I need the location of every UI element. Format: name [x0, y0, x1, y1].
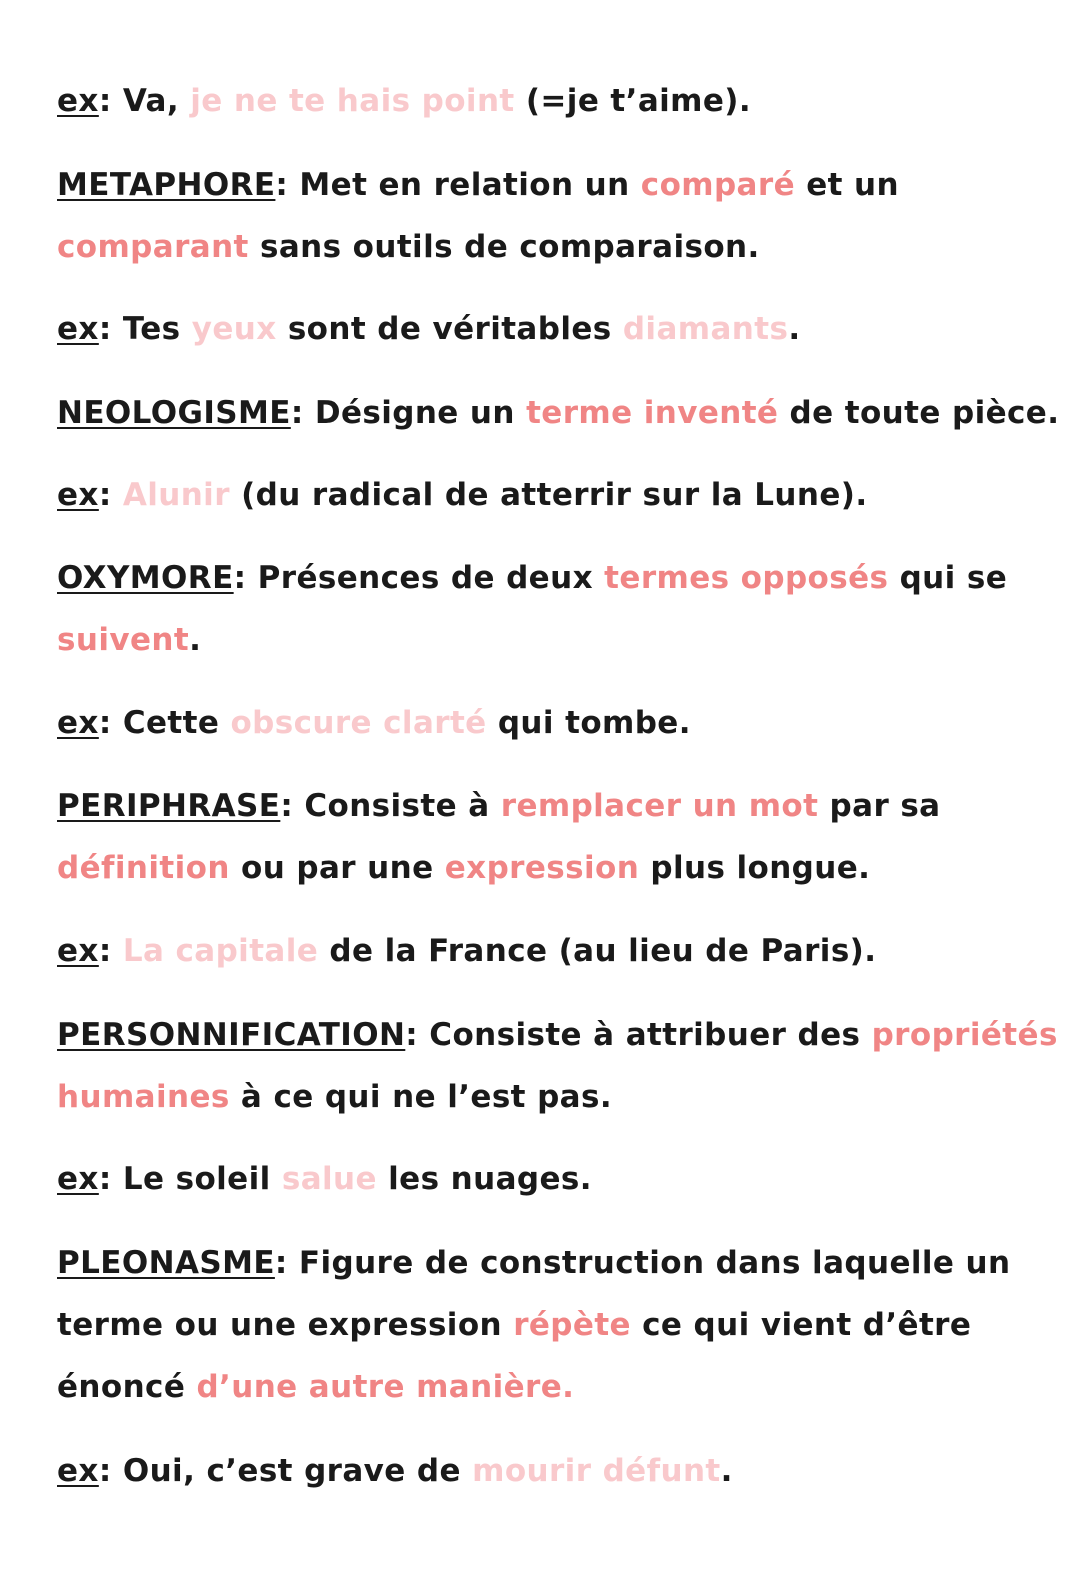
example-text: (du radical de atterrir sur la Lune). — [229, 477, 868, 513]
key-phrase: suivent — [57, 622, 190, 658]
term-heading: PERIPHRASE — [57, 788, 281, 824]
term-colon: : — [290, 395, 315, 431]
oxymore-example — [57, 692, 1047, 754]
term-heading: NEOLOGISME — [57, 395, 291, 431]
definition-text: Consiste à — [304, 788, 501, 824]
definition-neologisme — [57, 382, 1060, 444]
key-phrase: terme inventé — [526, 395, 779, 431]
definition-oxymore — [57, 547, 1047, 671]
definition-text: terme ou une expression — [57, 1307, 514, 1343]
example-text: Va, — [122, 83, 191, 119]
litote-example — [57, 70, 1047, 132]
key-phrase: définition — [57, 850, 230, 886]
example-label: ex — [57, 933, 99, 969]
definition-text: et un — [795, 167, 899, 203]
key-phrase: comparé — [640, 167, 795, 203]
example-text: Cette — [122, 705, 231, 741]
definition-text: de toute pièce. — [778, 395, 1060, 431]
example-label: ex — [57, 311, 99, 347]
example-text: . — [720, 1453, 733, 1489]
periphrase-example — [57, 920, 1047, 982]
example-label: ex — [57, 1161, 99, 1197]
definition-text: Met en relation un — [299, 167, 641, 203]
example-label: ex — [57, 1453, 99, 1489]
definition-text: ce qui vient d’être — [630, 1307, 972, 1343]
term-colon: : — [275, 167, 300, 203]
definition-text: . — [189, 622, 202, 658]
definition-metaphore — [57, 154, 1047, 278]
example-highlight: yeux — [191, 311, 277, 347]
key-phrase: d’une autre manière. — [196, 1369, 575, 1405]
definition-periphrase — [57, 775, 1047, 899]
definition-text: Présences de deux — [257, 560, 605, 596]
example-highlight: mourir défunt — [472, 1453, 721, 1489]
neologisme-example — [57, 464, 1047, 526]
definition-text: à ce qui ne l’est pas. — [229, 1079, 613, 1115]
example-colon: : — [98, 477, 123, 513]
definition-pleonasme — [57, 1232, 1047, 1418]
term-colon: : — [405, 1017, 430, 1053]
key-phrase: humaines — [57, 1079, 230, 1115]
example-label: ex — [57, 705, 99, 741]
example-colon: : — [98, 705, 123, 741]
metaphore-example — [57, 298, 1047, 360]
definition-text: par sa — [818, 788, 941, 824]
term-heading: PLEONASME — [57, 1245, 275, 1281]
term-heading: PERSONNIFICATION — [57, 1017, 406, 1053]
example-text: les nuages. — [376, 1161, 592, 1197]
example-label: ex — [57, 83, 99, 119]
example-text: . — [788, 311, 801, 347]
pleonasme-example — [57, 1440, 1047, 1502]
example-colon: : — [98, 1453, 123, 1489]
key-phrase: répète — [513, 1307, 631, 1343]
example-text: Oui, c’est grave de — [122, 1453, 473, 1489]
term-heading: METAPHORE — [57, 167, 276, 203]
key-phrase: expression — [444, 850, 640, 886]
example-text: Tes — [122, 311, 192, 347]
example-highlight: salue — [281, 1161, 377, 1197]
example-colon: : — [98, 83, 123, 119]
term-colon: : — [233, 560, 258, 596]
example-text: de la France (au lieu de Paris). — [318, 933, 877, 969]
key-phrase: comparant — [57, 229, 249, 265]
term-colon: : — [274, 1245, 299, 1281]
definition-text: Figure de construction dans laquelle un — [298, 1245, 1011, 1281]
example-highlight: Alunir — [122, 477, 230, 513]
definition-personnification — [57, 1004, 1058, 1128]
example-highlight: je ne te hais point — [190, 83, 515, 119]
example-text: Le soleil — [122, 1161, 282, 1197]
definition-text: qui se — [888, 560, 1008, 596]
definition-text: plus longue. — [639, 850, 871, 886]
key-phrase: propriétés — [871, 1017, 1058, 1053]
example-colon: : — [98, 311, 123, 347]
term-heading: OXYMORE — [57, 560, 234, 596]
definition-text: ou par une — [229, 850, 445, 886]
example-text: sont de véritables — [276, 311, 623, 347]
definition-text: sans outils de comparaison. — [248, 229, 760, 265]
key-phrase: remplacer un mot — [500, 788, 819, 824]
term-colon: : — [280, 788, 305, 824]
example-highlight: obscure clarté — [230, 705, 487, 741]
definition-text: Désigne un — [314, 395, 527, 431]
definition-text: énoncé — [57, 1369, 197, 1405]
example-colon: : — [98, 933, 123, 969]
personnification-example — [57, 1148, 1047, 1210]
key-phrase: termes opposés — [604, 560, 889, 596]
example-text: (=je t’aime). — [514, 83, 752, 119]
example-highlight: diamants — [622, 311, 789, 347]
example-text: qui tombe. — [486, 705, 691, 741]
example-colon: : — [98, 1161, 123, 1197]
definition-text: Consiste à attribuer des — [429, 1017, 872, 1053]
example-highlight: La capitale — [122, 933, 319, 969]
example-label: ex — [57, 477, 99, 513]
